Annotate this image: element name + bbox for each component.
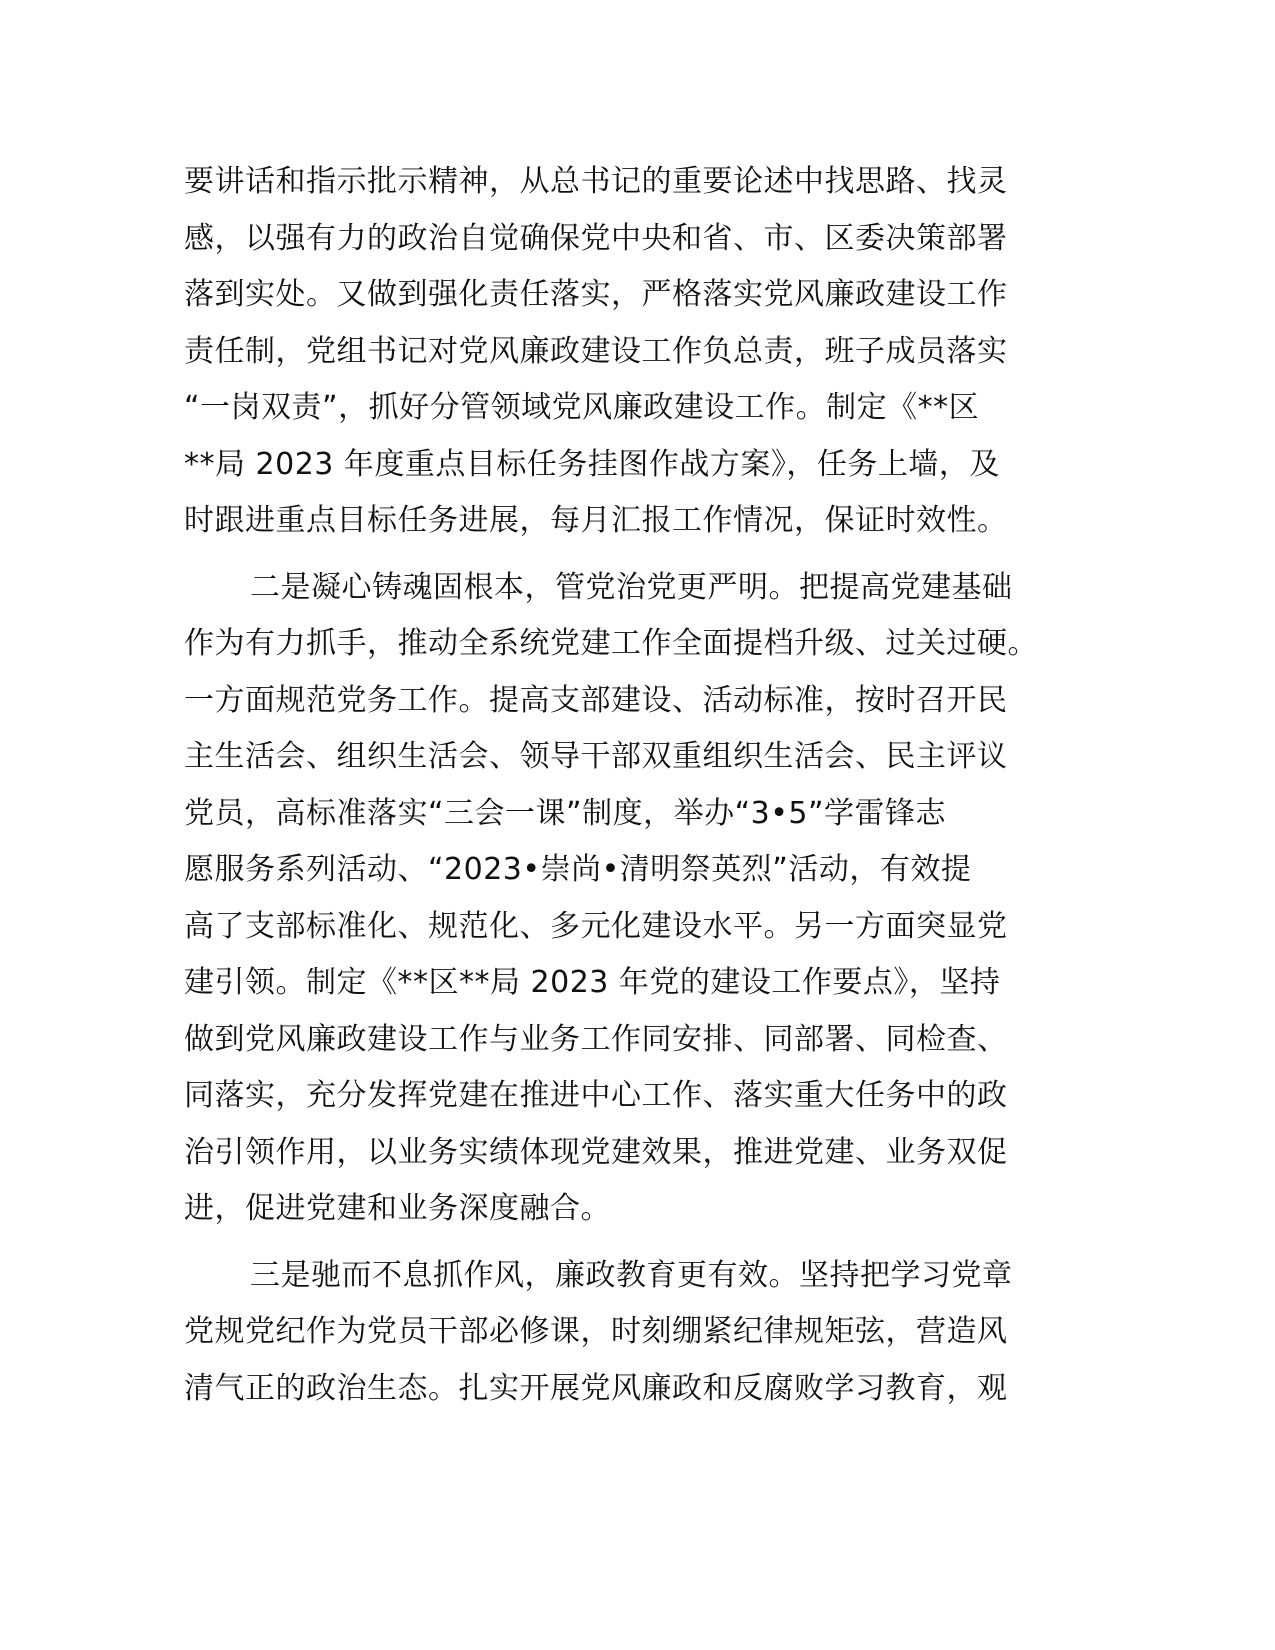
paragraph-1 [184, 154, 1084, 550]
paragraph-2 [184, 560, 1084, 1238]
paragraph-spacer [184, 1238, 1084, 1248]
text-line: 时跟进重点目标任务进展，每月汇报工作情况，保证时效性。 [184, 503, 1008, 538]
text-line: 清气正的政治生态。扎实开展党风廉政和反腐败学习教育，观 [184, 1370, 1008, 1406]
text-line-first: 三是驰而不息抓作风，廉政教育更有效。坚持把学习党章 [250, 1257, 1013, 1293]
text-line: 党员，高标准落实“三会一课”制度，举办“3•5”学雷锋志 [184, 795, 947, 831]
text-line: 愿服务系列活动、“2023•崇尚•清明祭英烈”活动，有效提 [184, 852, 972, 887]
paragraph-spacer [184, 550, 1084, 560]
text-line: 落到实处。又做到强化责任落实，严格落实党风廉政建设工作 [184, 277, 1008, 312]
text-line: 进，促进党建和业务深度融合。 [184, 1191, 611, 1226]
text-line: 党规党纪作为党员干部必修课，时刻绷紧纪律规矩弦，营造风 [184, 1314, 1008, 1349]
text-line-first: 二是凝心铸魂固根本，管党治党更严明。把提高党建基础 [250, 569, 1013, 605]
text-line: 感，以强有力的政治自觉确保党中央和省、市、区委决策部署 [184, 220, 1008, 256]
text-line: 同落实，充分发挥党建在推进中心工作、落实重大任务中的政 [184, 1078, 1008, 1113]
paragraph-3 [184, 1248, 1084, 1418]
text-line: 主生活会、组织生活会、领导干部双重组织生活会、民主评议 [184, 739, 1008, 774]
text-line: **局 2023 年度重点目标任务挂图作战方案》，任务上墙，及 [184, 446, 1000, 482]
document-body [184, 154, 1084, 1417]
text-line: 要讲话和指示批示精神，从总书记的重要论述中找思路、找灵 [184, 164, 1008, 199]
text-line: 作为有力抓手，推动全系统党建工作全面提档升级、过关过硬。 [184, 626, 1038, 661]
text-line: 建引领。制定《**区**局 2023 年党的建设工作要点》，坚持 [184, 965, 1001, 1000]
text-line: 治引领作用，以业务实绩体现党建效果，推进党建、业务双促 [184, 1134, 1008, 1170]
text-line: 责任制，党组书记对党风廉政建设工作负总责，班子成员落实 [184, 333, 1008, 369]
text-line: “一岗双责”，抓好分管领域党风廉政建设工作。制定《**区 [184, 390, 980, 425]
text-line: 高了支部标准化、规范化、多元化建设水平。另一方面突显党 [184, 908, 1008, 944]
text-line: 一方面规范党务工作。提高支部建设、活动标准，按时召开民 [184, 682, 1008, 718]
text-line: 做到党风廉政建设工作与业务工作同安排、同部署、同检查、 [184, 1021, 1008, 1057]
